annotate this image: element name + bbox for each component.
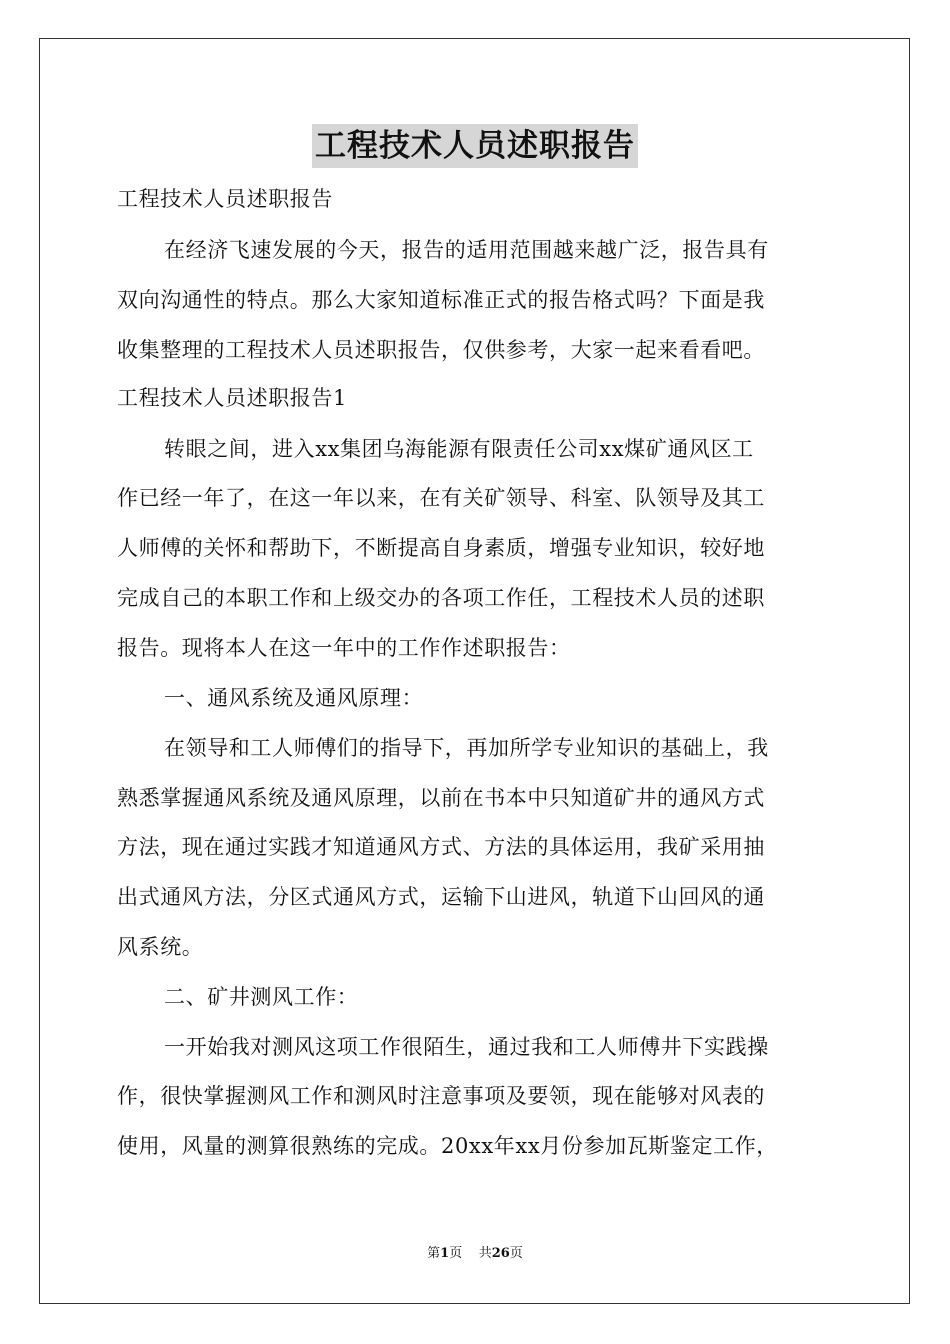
paragraph-line: 熟悉掌握通风系统及通风原理，以前在书本中只知道矿井的通风方式 xyxy=(117,786,765,810)
paragraph-line: 方法，现在通过实践才知道通风方式、方法的具体运用，我矿采用抽 xyxy=(117,835,765,859)
paragraph-line: 作已经一年了，在这一年以来，在有关矿领导、科室、队领导及其工 xyxy=(117,486,765,510)
total-suffix: 页 xyxy=(509,1246,523,1261)
paragraph-line: 转眼之间，进入xx集团乌海能源有限责任公司xx煤矿通风区工 xyxy=(164,437,754,461)
paragraph-line: 人师傅的关怀和帮助下，不断提高自身素质，增强专业知识，较好地 xyxy=(117,536,765,560)
section-heading: 工程技术人员述职报告1 xyxy=(117,386,347,410)
page-prefix: 第 xyxy=(427,1246,441,1261)
paragraph-line: 在领导和工人师傅们的指导下，再加所学专业知识的基础上，我 xyxy=(164,736,769,760)
title-container xyxy=(0,124,950,168)
paragraph-line: 双向沟通性的特点。那么大家知道标准正式的报告格式吗？下面是我 xyxy=(117,288,765,312)
document-title: 工程技术人员述职报告 xyxy=(312,124,638,168)
total-pages: 26 xyxy=(491,1246,510,1261)
page-number: 1 xyxy=(440,1246,450,1261)
subsection-heading: 一、通风系统及通风原理： xyxy=(164,686,424,710)
paragraph-line: 使用，风量的测算很熟练的完成。20xx年xx月份参加瓦斯鉴定工作， xyxy=(117,1134,778,1158)
total-prefix: 共 xyxy=(478,1246,492,1261)
page-footer xyxy=(0,1245,950,1263)
subsection-heading: 二、矿井测风工作： xyxy=(164,985,359,1009)
paragraph-line: 收集整理的工程技术人员述职报告，仅供参考，大家一起来看看吧。 xyxy=(117,338,765,362)
paragraph-line: 在经济飞速发展的今天，报告的适用范围越来越广泛，报告具有 xyxy=(164,238,769,262)
paragraph-line: 完成自己的本职工作和上级交办的各项工作任，工程技术人员的述职 xyxy=(117,586,765,610)
paragraph-line: 报告。现将本人在这一年中的工作作述职报告： xyxy=(117,636,571,660)
page-border xyxy=(39,38,910,1304)
subtitle-line: 工程技术人员述职报告 xyxy=(117,187,333,211)
paragraph-line: 出式通风方法，分区式通风方式，运输下山进风，轨道下山回风的通 xyxy=(117,885,765,909)
page-suffix: 页 xyxy=(449,1246,463,1261)
paragraph-line: 风系统。 xyxy=(117,935,204,959)
paragraph-line: 一开始我对测风这项工作很陌生，通过我和工人师傅井下实践操 xyxy=(164,1035,769,1059)
paragraph-line: 作，很快掌握测风工作和测风时注意事项及要领，现在能够对风表的 xyxy=(117,1084,765,1108)
